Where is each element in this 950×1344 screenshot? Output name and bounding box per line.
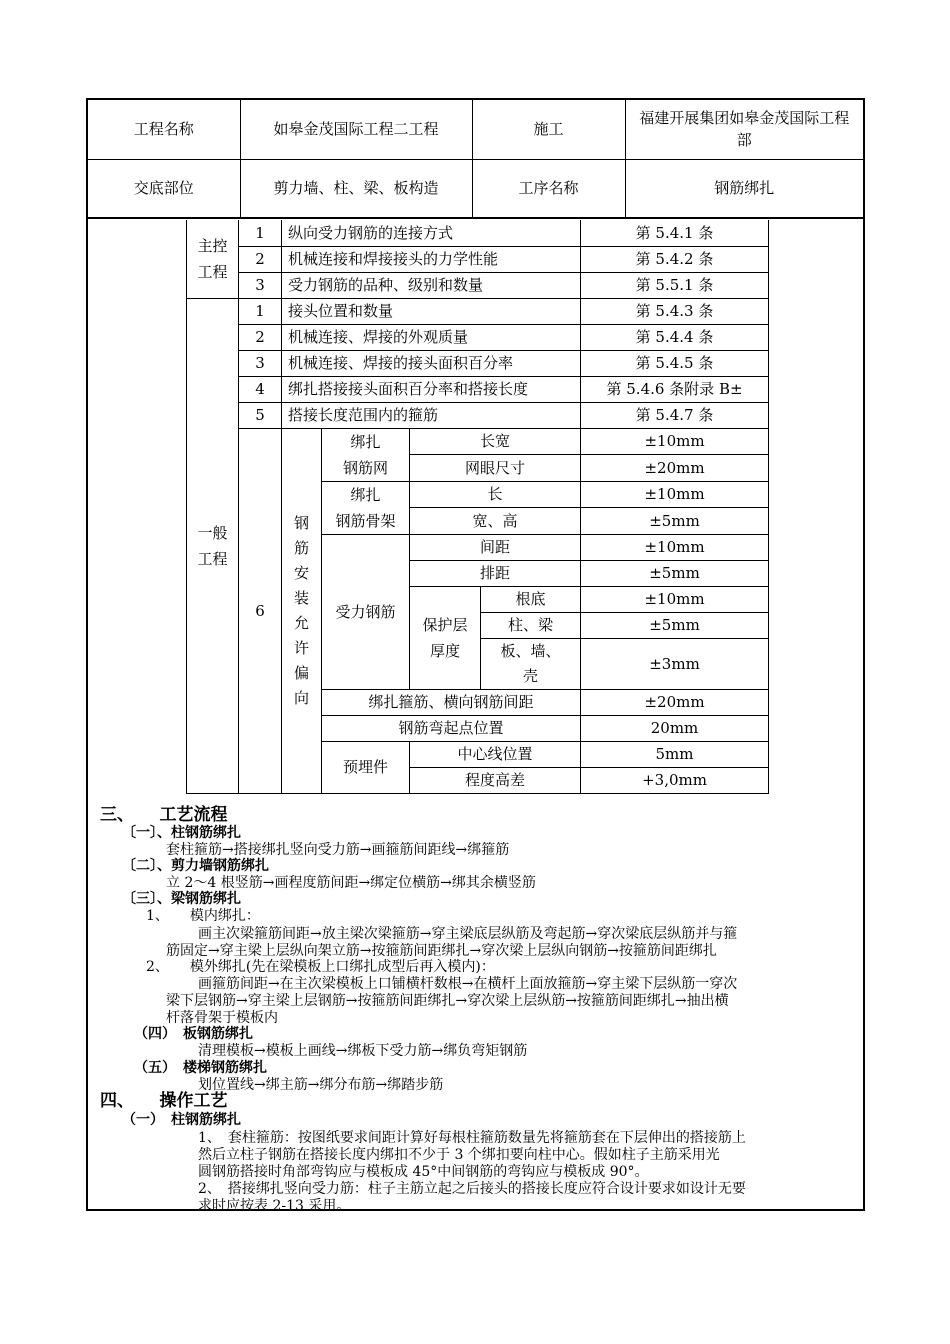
item-reference: 第 5.4.1 条 <box>581 220 769 246</box>
paragraph-line: 然后立柱子钢筋在搭接长度内绑扣不少于 3 个绑扣要向柱中心。假如柱子主筋采用光 <box>198 1147 720 1163</box>
tolerance-value: ±20mm <box>581 689 769 715</box>
paragraph-title: 1、 模内绑扎： <box>146 908 260 924</box>
header-row-part <box>88 159 863 218</box>
check-item: 钢筋弯起点位置 <box>322 715 581 741</box>
row-number: 2 <box>239 246 282 272</box>
tolerance-value: ±10mm <box>581 586 769 612</box>
check-item-line: 板、墙、 <box>500 641 561 660</box>
check-item: 网眼尺寸 <box>410 455 581 482</box>
tolerance-value: ±3mm <box>581 638 769 689</box>
check-item: 间距 <box>410 534 581 560</box>
construction-label: 施工 <box>472 100 625 159</box>
check-item-line: 壳 <box>523 666 539 685</box>
vertical-char: 允 <box>293 613 309 632</box>
row-number: 1 <box>239 220 282 246</box>
main-control-label: 主控工程 <box>187 220 239 298</box>
section-title: 三、 工艺流程 <box>100 805 228 825</box>
subsection-title: （四） 板钢筋绑扎 <box>134 1026 253 1042</box>
cover-thickness-label <box>410 586 481 689</box>
item-reference: 第 5.4.6 条附录 B± <box>581 376 769 402</box>
cover-label-line: 保护层 <box>422 615 468 634</box>
tolerance-value: +3,0mm <box>581 767 769 793</box>
item-description: 受力钢筋的品种、级别和数量 <box>282 272 581 298</box>
row-number: 4 <box>239 376 282 402</box>
item-description: 机械连接、焊接的接头面积百分率 <box>282 350 581 376</box>
item-description: 搭接长度范围内的箍筋 <box>282 402 581 428</box>
item-reference: 第 5.4.3 条 <box>581 298 769 324</box>
check-item: 程度高差 <box>410 767 581 793</box>
item-description: 纵向受力钢筋的连接方式 <box>282 220 581 246</box>
cage-label <box>322 481 410 534</box>
paragraph-title: 2、 模外绑扎(先在梁模板上口绑扎成型后再入模内)： <box>146 959 495 975</box>
project-name-value: 如皋金茂国际工程二工程 <box>240 100 472 159</box>
tolerance-value: ±20mm <box>581 455 769 482</box>
tolerance-value: ±5mm <box>581 560 769 586</box>
subsection-title: 〔一〕、柱钢筋绑扎 <box>122 825 241 841</box>
subsection-title: （一） 柱钢筋绑扎 <box>122 1112 241 1128</box>
check-item: 宽、高 <box>410 508 581 535</box>
general-item-row <box>187 350 769 376</box>
process-flow: 清理模板→模板上画线→绑板下受力筋→绑负弯矩钢筋 <box>198 1043 528 1059</box>
general-item-row <box>187 298 769 324</box>
paragraph-line: 求时应按表 2-13 采用。 <box>198 1198 351 1214</box>
vertical-char: 安 <box>293 563 309 582</box>
item-description: 机械连接、焊接的外观质量 <box>282 324 581 350</box>
process-flow: 梁下层钢筋→穿主梁上层钢筋→按箍筋间距绑扎→穿次梁上层纵筋→按箍筋间距绑扎→抽出横 <box>166 993 729 1009</box>
general-item-row <box>187 376 769 402</box>
document-frame <box>86 98 865 1214</box>
header-table <box>88 100 863 219</box>
item-reference: 第 5.4.7 条 <box>581 402 769 428</box>
handover-part-label: 交底部位 <box>88 159 240 218</box>
check-item: 绑扎箍筋、横向钢筋间距 <box>322 689 581 715</box>
tolerance-value: ±5mm <box>581 612 769 638</box>
item-reference: 第 5.4.5 条 <box>581 350 769 376</box>
tolerance-row <box>187 428 769 455</box>
vertical-char: 钢 <box>293 513 309 532</box>
check-item <box>481 638 581 689</box>
item-reference: 第 5.4.2 条 <box>581 246 769 272</box>
construction-unit-value: 福建开展集团如皋金茂国际工程部 <box>625 100 863 159</box>
vertical-char: 装 <box>293 588 309 607</box>
section-title: 四、 操作工艺 <box>100 1091 228 1111</box>
embedded-parts-label: 预埋件 <box>322 741 410 793</box>
process-flow: 杆落骨架于模板内 <box>166 1010 278 1026</box>
main-item-row <box>187 220 769 246</box>
paragraph-line: 1、 套柱箍筋：按图纸要求间距计算好每根柱箍筋数量先将箍筋套在下层伸出的搭接筋上 <box>198 1130 746 1146</box>
process-flow: 筋固定→穿主梁上层纵向架立筋→按箍筋间距绑扎→穿次梁上层纵向钢筋→按箍筋间距绑扎 <box>166 943 717 959</box>
mesh-label <box>322 428 410 481</box>
general-item-label: 一般工程 <box>187 298 239 793</box>
tolerance-value: ±10mm <box>581 481 769 508</box>
row-number: 3 <box>239 350 282 376</box>
process-name-value: 钢筋绑扎 <box>625 159 863 218</box>
process-flow: 画主次梁箍筋间距→放主梁次梁箍筋→穿主梁底层纵筋及弯起筋→穿次梁底层纵筋并与箍 <box>198 926 738 942</box>
vertical-char: 筋 <box>293 538 309 557</box>
check-item: 排距 <box>410 560 581 586</box>
project-name-label: 工程名称 <box>88 100 240 159</box>
paragraph-line: 2、 搭接绑扎竖向受力筋：柱子主筋立起之后接头的搭接长度应符合设计要求如设计无要 <box>198 1181 746 1197</box>
subsection-title: 〔三〕、梁钢筋绑扎 <box>122 891 241 907</box>
header-row-project <box>88 100 863 159</box>
process-flow: 划位置线→绑主筋→绑分布筋→绑踏步筋 <box>198 1077 444 1093</box>
subsection-title: （五） 楼梯钢筋绑扎 <box>134 1060 267 1076</box>
item-description: 机械连接和焊接接头的力学性能 <box>282 246 581 272</box>
row-number: 5 <box>239 402 282 428</box>
vertical-char: 向 <box>293 688 309 707</box>
handover-part-value: 剪力墙、柱、梁、板构造 <box>240 159 472 218</box>
row-number: 3 <box>239 272 282 298</box>
check-item: 中心线位置 <box>410 741 581 767</box>
inspection-table <box>186 220 769 794</box>
tolerance-value: 5mm <box>581 741 769 767</box>
subsection-title: 〔二〕、剪力墙钢筋绑扎 <box>122 858 269 874</box>
check-item: 长宽 <box>410 428 581 455</box>
process-flow: 画箍筋间距→在主次梁模板上口铺横杆数根→在横杆上面放箍筋→穿主梁下层纵筋一穿次 <box>198 976 738 992</box>
process-flow: 套柱箍筋→搭接绑扎竖向受力筋→画箍筋间距线→绑箍筋 <box>166 842 510 858</box>
vertical-char: 偏 <box>293 663 309 682</box>
paragraph-line: 圆钢筋搭接时角部弯钩应与模板成 45°中间钢筋的弯钩应与模板成 90°。 <box>198 1164 649 1180</box>
mesh-label-line: 钢筋网 <box>342 458 388 477</box>
item-description: 接头位置和数量 <box>282 298 581 324</box>
item-reference: 第 5.4.4 条 <box>581 324 769 350</box>
tolerance-value: ±10mm <box>581 534 769 560</box>
row-number: 1 <box>239 298 282 324</box>
main-item-row <box>187 272 769 298</box>
general-item-row <box>187 402 769 428</box>
check-item: 长 <box>410 481 581 508</box>
vertical-char: 许 <box>293 638 309 657</box>
check-item: 柱、梁 <box>481 612 581 638</box>
tolerance-value: 20mm <box>581 715 769 741</box>
steel-tolerance-vertical-label <box>282 428 322 793</box>
cage-label-line: 绑扎 <box>350 485 381 504</box>
item-description: 绑扎搭接接头面积百分率和搭接长度 <box>282 376 581 402</box>
cover-label-line: 厚度 <box>429 641 460 660</box>
cage-label-line: 钢筋骨架 <box>335 511 396 530</box>
stressed-steel-label: 受力钢筋 <box>322 534 410 689</box>
item-reference: 第 5.5.1 条 <box>581 272 769 298</box>
process-flow: 立 2～4 根竖筋→画程度筋间距→绑定位横筋→绑其余横竖筋 <box>166 875 536 891</box>
general-item-row <box>187 324 769 350</box>
mesh-label-line: 绑扎 <box>350 432 381 451</box>
tolerance-value: ±5mm <box>581 508 769 535</box>
main-item-row <box>187 246 769 272</box>
row-number: 6 <box>239 428 282 793</box>
process-name-label: 工序名称 <box>472 159 625 218</box>
row-number: 2 <box>239 324 282 350</box>
tolerance-value: ±10mm <box>581 428 769 455</box>
check-item: 根底 <box>481 586 581 612</box>
